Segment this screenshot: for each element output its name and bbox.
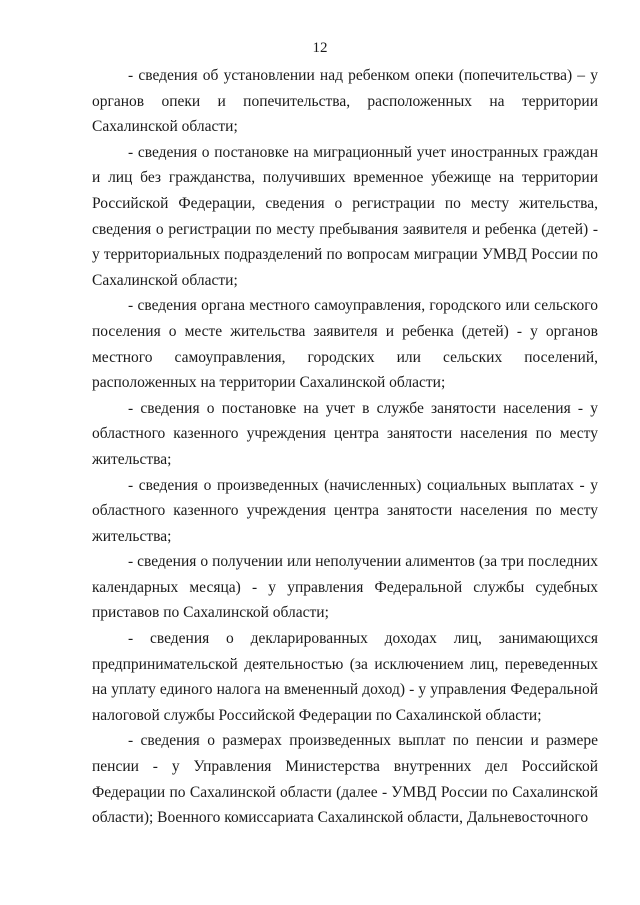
paragraph-local-self-government: - сведения органа местного самоуправления, городского или сельского поселения о месте жительства заявителя и ребенка (детей) - у органов местного самоуправления, городских или сельских поселений, расположенных на территории Сахалинской области; — [92, 297, 598, 392]
paragraph-declared-income: - сведения о декларированных доходах лиц, занимающихся предпринимательской деятельностью (за исключением лиц, переведенных на уплату единого налога на вмененный доход) - у управления Федеральной налоговой службы Российской Федерации по Сахалинской области; — [92, 630, 598, 724]
paragraph-employment-registration: - сведения о постановке на учет в службе занятости населения - у областного казенного учреждения центра занятости населения по месту жительства; — [92, 399, 598, 468]
paragraph-guardianship: - сведения об установлении над ребенком опеки (попечительства) – у органов опеки и попечительства, расположенных на территории Сахалинской области; — [92, 67, 598, 136]
paragraph-social-payments: - сведения о произведенных (начисленных) социальных выплатах - у областного казенного учреждения центра занятости населения по месту жительства; — [92, 476, 598, 545]
paragraph-pension-payments: - сведения о размерах произведенных выплат по пенсии и размере пенсии - у Управления Министерства внутренних дел Российской Федерации по Сахалинской области (далее - УМВД России по Сахалинской области); Военного комиссариата Сахалинской области, Дальневосточного — [92, 732, 598, 827]
document-body — [92, 63, 598, 831]
paragraph-alimony: - сведения о получении или неполучении алиментов (за три последних календарных месяца) - у управления Федеральной службы судебных приставов по Сахалинской области; — [92, 553, 598, 622]
page-number: 12 — [312, 40, 328, 56]
paragraph-migration-registration: - сведения о постановке на миграционный учет иностранных граждан и лиц без гражданства, получивших временное убежище на территории Российской Федерации, сведения о регистрации по месту жительства, сведения о регистрации по месту пребывания заявителя и ребенка (детей) - у территориальных подразделений по вопросам миграции УМВД России по Сахалинской области; — [92, 143, 598, 289]
